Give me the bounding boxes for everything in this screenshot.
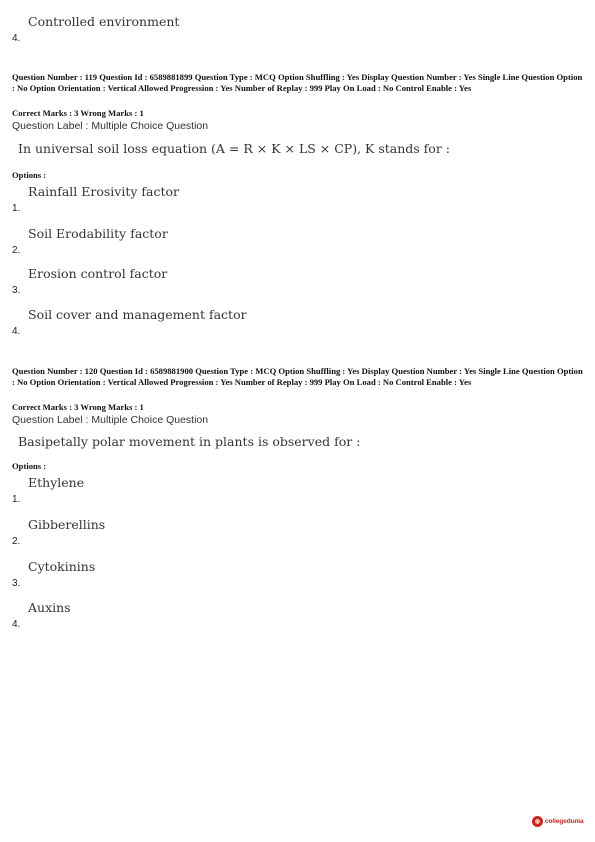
marks-120: Correct Marks : 3 Wrong Marks : 1 xyxy=(12,402,144,412)
option-3 xyxy=(12,266,572,296)
option-text: Soil cover and management factor xyxy=(28,307,247,322)
option-number: 4. xyxy=(12,619,21,630)
option-text: Gibberellins xyxy=(28,517,106,532)
option-number: 1. xyxy=(12,494,21,505)
option-1 xyxy=(12,475,572,505)
option-4 xyxy=(12,600,572,630)
option-2 xyxy=(12,517,572,547)
option-number: 3. xyxy=(12,285,21,296)
question-label-119: Question Label : Multiple Choice Question xyxy=(12,120,209,132)
options-heading-120: Options : xyxy=(12,461,47,471)
option-2 xyxy=(12,226,572,256)
logo-text: collegedunia xyxy=(545,817,584,825)
option-number: 2. xyxy=(12,536,21,547)
option-number: 2. xyxy=(12,245,21,256)
option-text: Soil Erodability factor xyxy=(28,226,168,241)
option-text: Auxins xyxy=(28,600,71,615)
option-number: 3. xyxy=(12,578,21,589)
question-meta-119: Question Number : 119 Question Id : 6589881899 Question Type : MCQ Option Shuffling : Yes Display Question Number : Yes Single Line Question Option : No Option Orientation : Vertical Allowed Progression : Yes Number of Replay : 999 Play On Load : No Control Enable : Yes xyxy=(12,72,583,93)
question-meta-120: Question Number : 120 Question Id : 6589881900 Question Type : MCQ Option Shuffling : Yes Display Question Number : Yes Single Line Question Option : No Option Orientation : Vertical Allowed Progression : Yes Number of Replay : 999 Play On Load : No Control Enable : Yes xyxy=(12,366,583,387)
option-text: Rainfall Erosivity factor xyxy=(28,184,180,199)
option-3 xyxy=(12,559,572,589)
option-text: Erosion control factor xyxy=(28,266,168,281)
option-4 xyxy=(12,307,572,337)
option-number: 1. xyxy=(12,203,21,214)
options-heading-119: Options : xyxy=(12,170,47,180)
marks-119: Correct Marks : 3 Wrong Marks : 1 xyxy=(12,108,144,118)
collegedunia-logo xyxy=(532,814,584,828)
option-4-prev xyxy=(12,14,572,44)
option-1 xyxy=(12,184,572,214)
option-text: Cytokinins xyxy=(28,559,96,574)
question-label-120: Question Label : Multiple Choice Question xyxy=(12,414,209,426)
option-text: Ethylene xyxy=(28,475,85,490)
question-text-119: In universal soil loss equation (A = R × K × LS × CP), K stands for : xyxy=(18,141,450,156)
logo-icon xyxy=(532,816,543,827)
question-text-120: Basipetally polar movement in plants is observed for : xyxy=(18,434,361,449)
option-number: 4. xyxy=(12,33,21,44)
option-number: 4. xyxy=(12,326,21,337)
option-text: Controlled environment xyxy=(28,14,180,29)
